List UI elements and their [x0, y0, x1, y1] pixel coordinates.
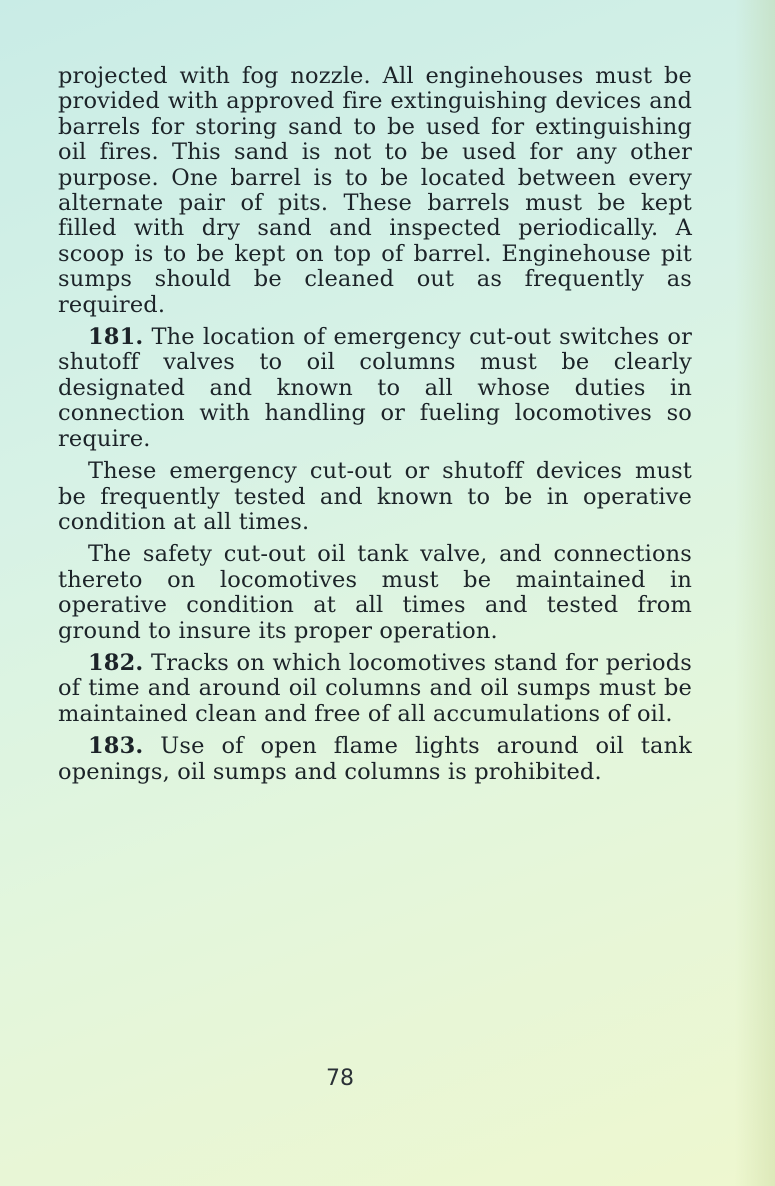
page-number: 78 [326, 1066, 354, 1091]
paragraph-continuation [58, 64, 692, 318]
paragraph-text: Tracks on which locomotives stand for periods of time and around oil columns and oil sumps must be maintained clean and free of all accumulations of oil. [58, 649, 692, 727]
paragraph-rule-182 [58, 651, 692, 727]
paragraph-rule-181 [58, 325, 692, 452]
paragraph-text: projected with fog nozzle. All enginehouses must be provided with approved fire extinguishing devices and barrels for storing sand to be used for extinguishing oil fires. This sand is not to be used for any other purpose. One barrel is to be located between every alternate pair of pits. These barrels must be kept filled with dry sand and inspected periodically. A scoop is to be kept on top of barrel. Enginehouse pit sumps should be cleaned out as frequently as required. [58, 63, 692, 318]
page-edge-shading [735, 0, 775, 1186]
paragraph-rule-183 [58, 734, 692, 785]
paragraph-cutout-devices [58, 459, 692, 535]
paragraph-text: The safety cut-out oil tank valve, and connections thereto on locomotives must be maintained in operative condition at all times and tested from ground to insure its proper operation. [58, 541, 692, 644]
body-text [58, 64, 692, 785]
rule-number: 181. [88, 324, 144, 351]
rule-number: 183. [88, 733, 144, 760]
rule-number: 182. [88, 649, 144, 676]
paragraph-text: The location of emergency cut-out switches or shutoff valves to oil columns must be clearly designated and known to all whose duties in connection with handling or fueling locomotives so require. [58, 324, 692, 452]
paragraph-text: These emergency cut-out or shutoff devices must be frequently tested and known to be in operative condition at all times. [58, 458, 692, 535]
paragraph-tank-valve [58, 542, 692, 644]
paragraph-text: Use of open flame lights around oil tank openings, oil sumps and columns is prohibited. [58, 733, 692, 785]
